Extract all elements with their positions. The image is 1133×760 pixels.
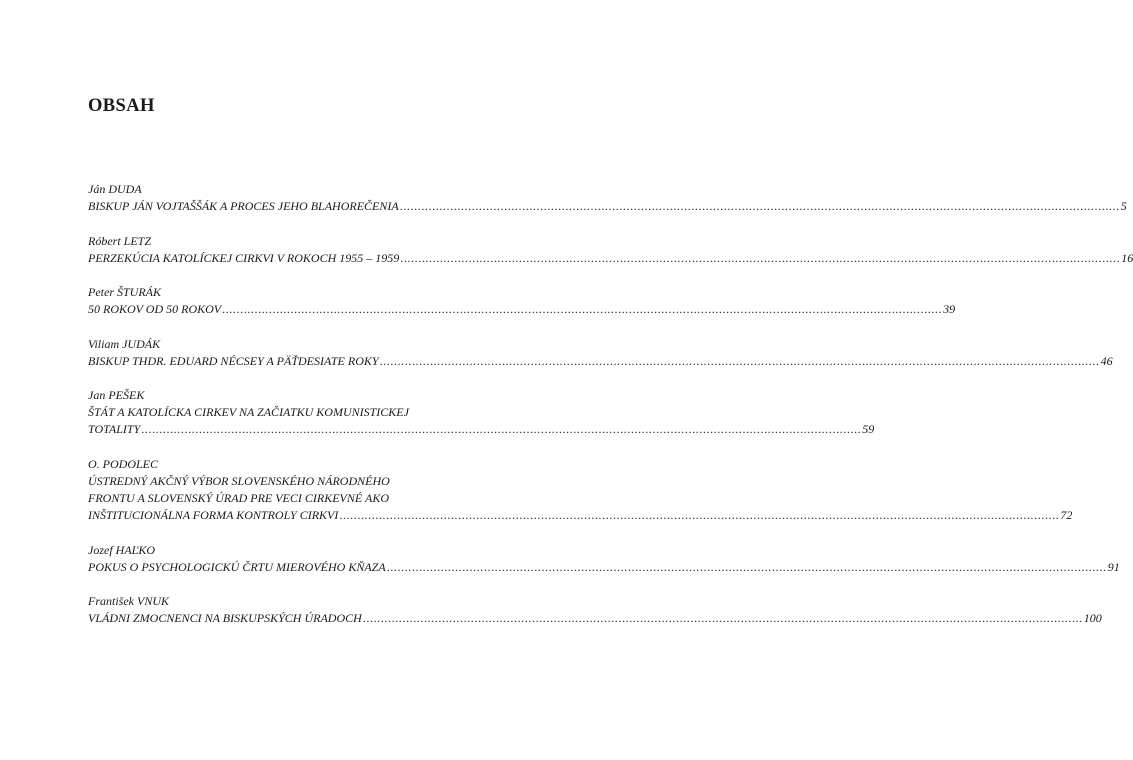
toc-page-number: 39 bbox=[943, 302, 956, 317]
dot-leader: ........................................................................................................................................................................................................ bbox=[141, 422, 862, 437]
toc-author: Jozef HAĽKO bbox=[88, 542, 155, 557]
page-heading: OBSAH bbox=[88, 96, 155, 116]
toc-author: Jan PEŠEK bbox=[88, 388, 145, 403]
table-of-contents bbox=[88, 181, 1133, 645]
dot-leader: ........................................................................................................................................................................................................ bbox=[222, 302, 943, 317]
toc-entry bbox=[88, 593, 1102, 627]
toc-title-line: ÚSTREDNÝ AKČNÝ VÝBOR SLOVENSKÉHO NÁRODNÉHO bbox=[88, 473, 390, 488]
toc-title-text: VLÁDNI ZMOCNENCI NA BISKUPSKÝCH ÚRADOCH bbox=[88, 611, 362, 626]
dot-leader: ........................................................................................................................................................................................................ bbox=[399, 199, 1120, 213]
toc-author: Ján DUDA bbox=[88, 182, 142, 196]
toc-entry bbox=[88, 233, 1133, 267]
toc-title-text: BISKUP JÁN VOJTAŠŠÁK A PROCES JEHO BLAHOREČENIA bbox=[88, 199, 399, 213]
toc-author: Peter ŠTURÁK bbox=[88, 285, 161, 300]
toc-author: O. PODOLEC bbox=[88, 456, 159, 471]
toc-title-line bbox=[88, 610, 1102, 627]
toc-title-text: POKUS O PSYCHOLOGICKÚ ČRTU MIEROVÉHO KŇAZA bbox=[88, 559, 386, 574]
toc-title-line bbox=[88, 198, 1127, 215]
toc-page-number: 72 bbox=[1060, 507, 1073, 522]
toc-title-line: ŠTÁT A KATOLÍCKA CIRKEV NA ZAČIATKU KOMUNISTICKEJ bbox=[88, 405, 409, 420]
dot-leader: ........................................................................................................................................................................................................ bbox=[379, 353, 1100, 368]
toc-entry bbox=[88, 336, 1113, 370]
dot-leader: ........................................................................................................................................................................................................ bbox=[400, 250, 1121, 265]
toc-title-line: FRONTU A SLOVENSKÝ ÚRAD PRE VECI CIRKEVNÉ AKO bbox=[88, 490, 390, 505]
toc-title-text: INŠTITUCIONÁLNA FORMA KONTROLY CIRKVI bbox=[88, 507, 339, 522]
toc-entry bbox=[88, 542, 1120, 576]
toc-entry bbox=[88, 284, 956, 318]
toc-page-number: 91 bbox=[1107, 559, 1120, 574]
toc-entry bbox=[88, 456, 1073, 524]
toc-page-number: 16 bbox=[1121, 250, 1133, 265]
dot-leader: ........................................................................................................................................................................................................ bbox=[386, 559, 1107, 574]
toc-author: Róbert LETZ bbox=[88, 233, 152, 248]
toc-entry bbox=[88, 387, 875, 438]
toc-page-number: 5 bbox=[1120, 199, 1127, 213]
toc-title-line bbox=[88, 353, 1113, 370]
toc-title-text: TOTALITY bbox=[88, 422, 141, 437]
dot-leader: ........................................................................................................................................................................................................ bbox=[339, 507, 1060, 522]
toc-title-text: 50 ROKOV OD 50 ROKOV bbox=[88, 302, 222, 317]
toc-title-line bbox=[88, 301, 956, 318]
toc-title-text: BISKUP THDR. EDUARD NÉCSEY A PÄŤDESIATE ROKY bbox=[88, 353, 379, 368]
toc-title-text: PERZEKÚCIA KATOLÍCKEJ CIRKVI V ROKOCH 1955 – 1959 bbox=[88, 250, 400, 265]
toc-title-line bbox=[88, 250, 1133, 267]
toc-entry bbox=[88, 181, 1127, 215]
dot-leader: ........................................................................................................................................................................................................ bbox=[362, 611, 1083, 626]
toc-title-line bbox=[88, 559, 1120, 576]
toc-author: František VNUK bbox=[88, 594, 169, 609]
toc-title-line bbox=[88, 507, 1073, 524]
toc-page-number: 59 bbox=[862, 422, 875, 437]
toc-page-number: 46 bbox=[1100, 353, 1113, 368]
toc-title-line bbox=[88, 421, 875, 438]
toc-page-number: 100 bbox=[1083, 611, 1102, 626]
toc-author: Viliam JUDÁK bbox=[88, 336, 161, 351]
